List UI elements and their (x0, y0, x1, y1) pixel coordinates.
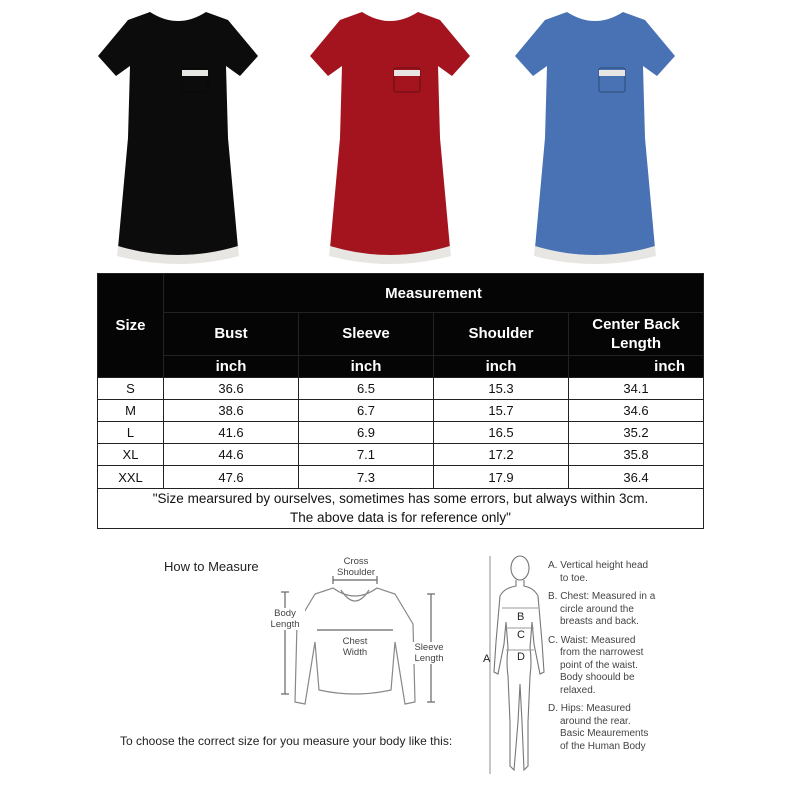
value-cell: 47.6 (164, 466, 299, 488)
product-images (0, 0, 800, 272)
size-note: "Size mearsured by ourselves, sometimes has some errors, but always within 3cm. The above data is for reference only" (98, 488, 704, 528)
how-to-measure-title: How to Measure (164, 559, 259, 574)
marker-a: A (483, 653, 491, 665)
value-cell: 6.9 (299, 422, 434, 444)
measurement-notes (548, 560, 678, 759)
size-cell: L (98, 422, 164, 444)
dress-shape (98, 12, 258, 264)
table-row (98, 466, 704, 488)
marker-d: D (517, 651, 525, 663)
human-body-icon (480, 552, 546, 782)
table-row (98, 444, 704, 466)
marker-b: B (517, 611, 525, 623)
value-cell: 35.8 (569, 444, 704, 466)
size-cell: S (98, 377, 164, 399)
value-cell: 38.6 (164, 399, 299, 421)
value-cell: 44.6 (164, 444, 299, 466)
size-cell: M (98, 399, 164, 421)
dress-shape (515, 12, 675, 264)
marker-c: C (517, 629, 525, 641)
shirt-measure-diagram (255, 552, 455, 722)
note-a: A. Vertical height head to toe. (548, 560, 649, 584)
unit-label: inch (164, 355, 299, 377)
note-b: B. Chest: Measured in a circle around the breasts and back. (548, 591, 656, 627)
measurement-header: Measurement (164, 274, 704, 313)
cross-shoulder-label: Cross Shoulder (336, 556, 376, 578)
value-cell: 15.7 (434, 399, 569, 421)
size-chart-table (97, 273, 704, 529)
value-cell: 36.4 (569, 466, 704, 488)
black-dress-image (88, 8, 268, 270)
size-cell: XL (98, 444, 164, 466)
center-back-length-header: Center Back Length (569, 313, 704, 355)
table-row (98, 399, 704, 421)
unit-label: inch (569, 355, 704, 377)
unit-label: inch (434, 355, 569, 377)
bust-header: Bust (164, 313, 299, 355)
table-row (98, 422, 704, 444)
value-cell: 15.3 (434, 377, 569, 399)
choose-size-instruction: To choose the correct size for you measure your body like this: (120, 734, 453, 748)
value-cell: 17.9 (434, 466, 569, 488)
unit-label: inch (299, 355, 434, 377)
sleeve-header: Sleeve (299, 313, 434, 355)
value-cell: 41.6 (164, 422, 299, 444)
value-cell: 36.6 (164, 377, 299, 399)
dress-shape (310, 12, 470, 264)
body-length-label: Body Length (265, 608, 305, 630)
note-d: D. Hips: Measured around the rear. Basic Meaurements of the Human Body (548, 703, 649, 752)
value-cell: 16.5 (434, 422, 569, 444)
value-cell: 34.6 (569, 399, 704, 421)
value-cell: 6.7 (299, 399, 434, 421)
sleeve-length-label: Sleeve Length (407, 642, 451, 664)
value-cell: 7.1 (299, 444, 434, 466)
size-header: Size (98, 274, 164, 378)
value-cell: 6.5 (299, 377, 434, 399)
blue-dress-image (505, 8, 685, 270)
size-cell: XXL (98, 466, 164, 488)
value-cell: 7.3 (299, 466, 434, 488)
note-c: C. Waist: Measured from the narrowest point of the waist. Body shoould be relaxed. (548, 634, 644, 696)
table-row (98, 377, 704, 399)
shoulder-header: Shoulder (434, 313, 569, 355)
chest-width-label: Chest Width (342, 636, 368, 658)
value-cell: 34.1 (569, 377, 704, 399)
value-cell: 17.2 (434, 444, 569, 466)
red-dress-image (300, 8, 480, 270)
value-cell: 35.2 (569, 422, 704, 444)
